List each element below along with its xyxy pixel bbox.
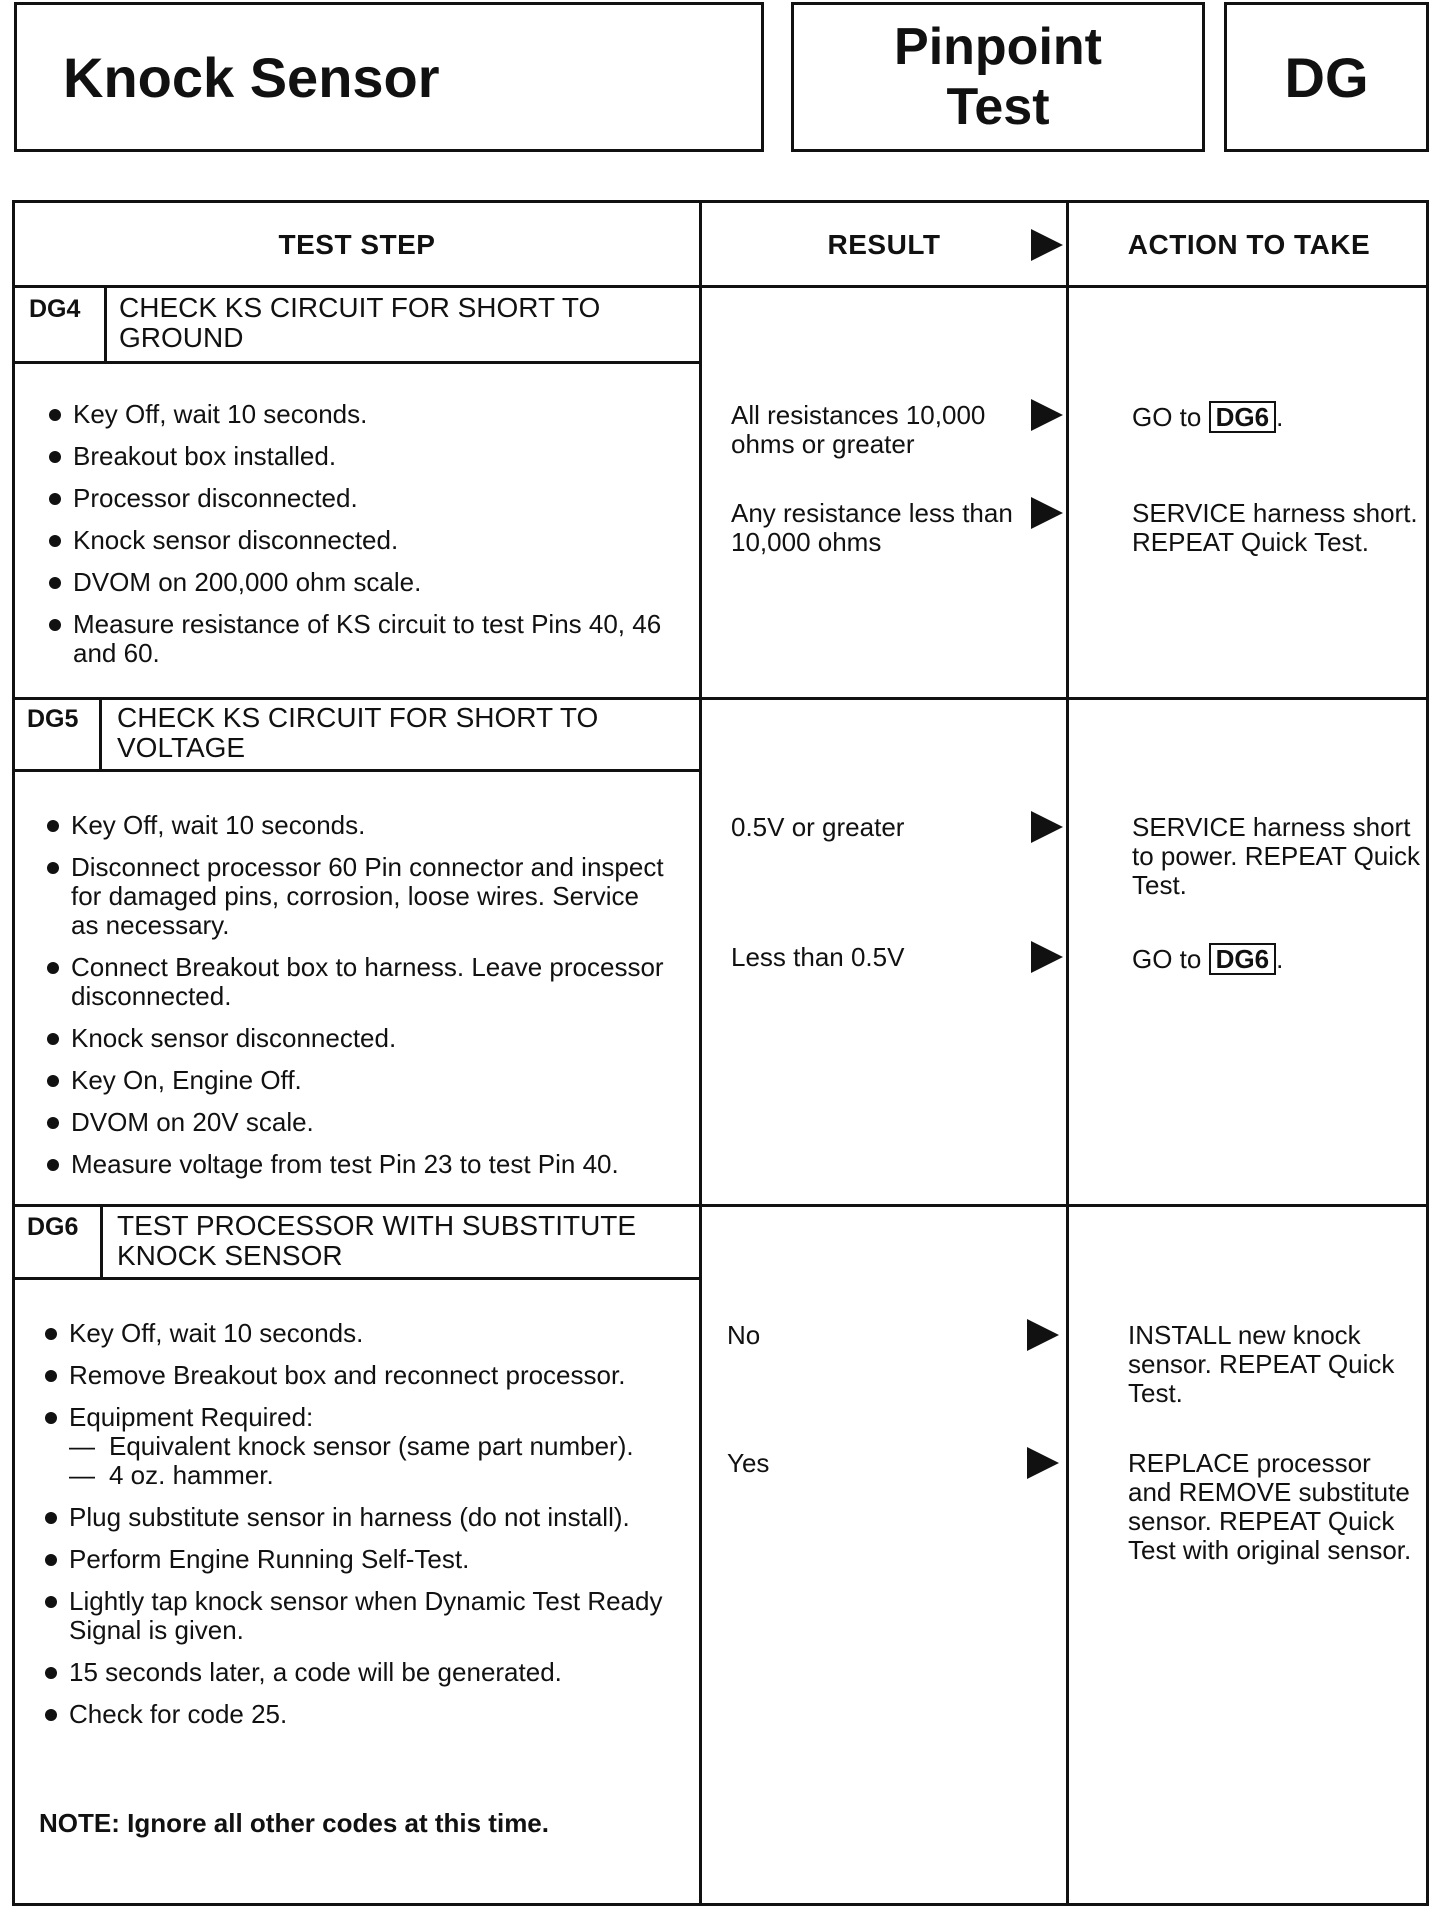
result-arrow-icon	[1031, 497, 1063, 529]
col-header-test-step: TEST STEP	[278, 229, 436, 260]
pinpoint-label: Pinpoint	[894, 18, 1102, 76]
step-id-divider	[100, 1207, 103, 1279]
step-title-line: VOLTAGE	[117, 732, 246, 763]
step-title	[117, 703, 598, 763]
note-label: NOTE:	[39, 1808, 120, 1838]
col-header-result: RESULT	[827, 229, 941, 260]
list-item: Connect Breakout box to harness. Leave processor disconnected.	[41, 953, 671, 1011]
step-bullets	[43, 400, 693, 681]
step-bullets	[39, 1319, 689, 1742]
result-arrow-icon	[1031, 399, 1063, 431]
sub-item: — 4 oz. hammer.	[69, 1461, 689, 1490]
list-item	[39, 1403, 689, 1490]
note-text: Ignore all other codes at this time.	[127, 1808, 549, 1838]
result-text: All resistances 10,000 ohms or greater	[731, 400, 986, 459]
list-item: Perform Engine Running Self-Test.	[39, 1545, 689, 1574]
step-title-underline	[15, 361, 700, 364]
step-id-divider	[104, 287, 107, 363]
header-arrow-icon	[1031, 229, 1063, 261]
action-prefix: GO to	[1132, 944, 1202, 974]
result-text: No	[727, 1320, 761, 1350]
action-suffix: .	[1276, 944, 1284, 974]
step-title-line: TEST PROCESSOR WITH SUBSTITUTE	[117, 1210, 637, 1241]
note	[39, 1808, 549, 1839]
result-arrow-icon	[1031, 811, 1063, 843]
title-box	[14, 2, 764, 152]
col-divider-action	[1066, 203, 1069, 1903]
step-title-underline	[15, 769, 700, 772]
list-item: 15 seconds later, a code will be generated.	[39, 1658, 689, 1687]
col-header-action: ACTION TO TAKE	[1127, 229, 1371, 260]
result-arrow-icon	[1027, 1319, 1059, 1351]
sub-item: — Equivalent knock sensor (same part number).	[69, 1432, 689, 1461]
test-code: DG	[1284, 45, 1369, 109]
result-text: Less than 0.5V	[731, 942, 905, 972]
step-ref-dg6: DG6	[1209, 401, 1276, 433]
result-text: 0.5V or greater	[731, 812, 905, 842]
list-item: DVOM on 20V scale.	[41, 1108, 671, 1137]
list-item: Check for code 25.	[39, 1700, 689, 1729]
list-item: Key Off, wait 10 seconds.	[39, 1319, 689, 1348]
result-arrow-icon	[1027, 1447, 1059, 1479]
pinpoint-test-box	[791, 2, 1205, 152]
list-item: Remove Breakout box and reconnect processor.	[39, 1361, 689, 1390]
list-item: Measure voltage from test Pin 23 to test Pin 40.	[41, 1150, 671, 1179]
action-text	[1132, 943, 1422, 975]
step-id-divider	[99, 700, 102, 771]
list-item: DVOM on 200,000 ohm scale.	[43, 568, 693, 597]
action-text	[1132, 401, 1422, 433]
list-item: Disconnect processor 60 Pin connector and inspect for damaged pins, corrosion, loose wires. Service as necessary.	[41, 853, 671, 940]
step-bullets	[41, 811, 671, 1192]
step-title	[119, 293, 600, 353]
step-divider	[15, 1204, 1426, 1207]
col-divider-result	[699, 203, 702, 1903]
page-title: Knock Sensor	[63, 45, 440, 109]
action-text: INSTALL new knock sensor. REPEAT Quick Test.	[1128, 1320, 1395, 1408]
step-title-line: GROUND	[119, 322, 244, 353]
action-prefix: GO to	[1132, 402, 1202, 432]
action-text: SERVICE harness short. REPEAT Quick Test.	[1132, 498, 1418, 557]
step-title-line: KNOCK SENSOR	[117, 1240, 343, 1271]
list-item: Key On, Engine Off.	[41, 1066, 671, 1095]
list-item: Knock sensor disconnected.	[43, 526, 693, 555]
list-item: Breakout box installed.	[43, 442, 693, 471]
list-item: Plug substitute sensor in harness (do not install).	[39, 1503, 689, 1532]
action-suffix: .	[1276, 402, 1284, 432]
result-text: Yes	[727, 1448, 770, 1478]
header-divider	[15, 285, 1426, 288]
step-title-line: CHECK KS CIRCUIT FOR SHORT TO	[119, 292, 601, 323]
step-id: DG4	[29, 295, 81, 323]
step-title	[117, 1211, 636, 1271]
test-code-box	[1224, 2, 1429, 152]
pinpoint-table	[12, 200, 1429, 1906]
list-item: Measure resistance of KS circuit to test Pins 40, 46 and 60.	[43, 610, 693, 668]
list-item: Key Off, wait 10 seconds.	[41, 811, 671, 840]
action-text: REPLACE processor and REMOVE substitute sensor. REPEAT Quick Test with original sensor.	[1128, 1448, 1412, 1565]
list-item: Processor disconnected.	[43, 484, 693, 513]
result-arrow-icon	[1031, 941, 1063, 973]
list-item: Lightly tap knock sensor when Dynamic Test Ready Signal is given.	[39, 1587, 689, 1645]
list-item: Key Off, wait 10 seconds.	[43, 400, 693, 429]
step-title-line: CHECK KS CIRCUIT FOR SHORT TO	[117, 702, 599, 733]
action-text: SERVICE harness short to power. REPEAT Quick Test.	[1132, 812, 1421, 900]
step-id: DG5	[27, 705, 79, 733]
list-item-text: Equipment Required:	[69, 1402, 314, 1432]
result-text: Any resistance less than 10,000 ohms	[731, 498, 1013, 557]
step-divider	[15, 697, 1426, 700]
step-ref-dg6: DG6	[1209, 943, 1276, 975]
step-title-underline	[15, 1277, 700, 1280]
step-id: DG6	[27, 1213, 79, 1241]
list-item: Knock sensor disconnected.	[41, 1024, 671, 1053]
test-label: Test	[946, 78, 1050, 136]
